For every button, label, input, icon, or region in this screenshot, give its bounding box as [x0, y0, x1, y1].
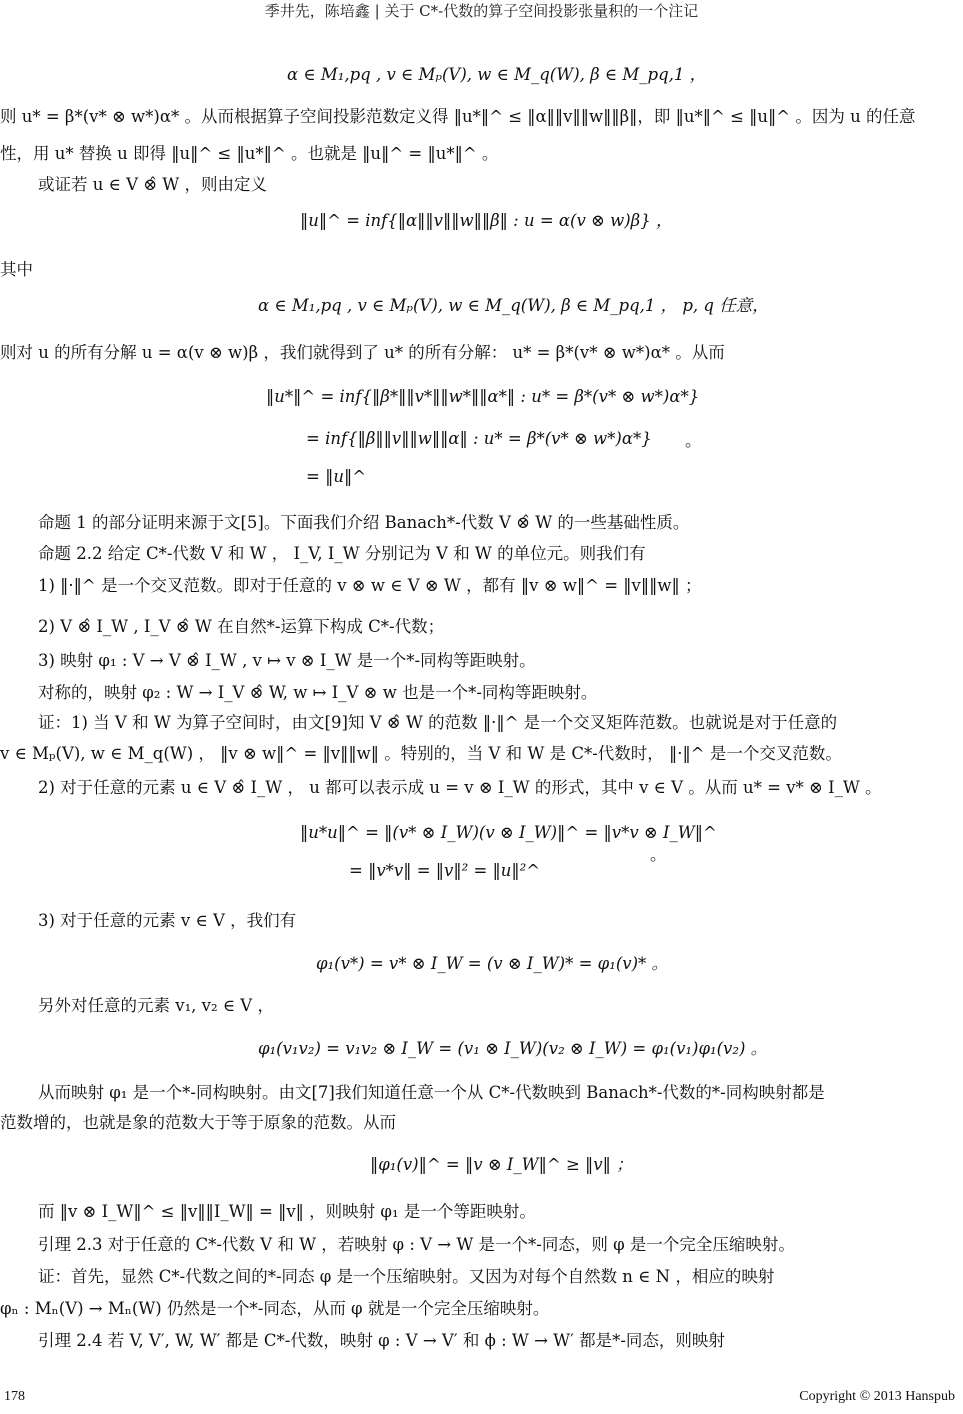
text-line: 其中: [0, 260, 33, 279]
text-line: 2) 对于任意的元素 u ∈ V ⊗̂ I_W ， u 都可以表示成 u = v ⊗ I_W 的形式，其中 v ∈ V 。从而 u* = v* ⊗ I_W 。: [38, 778, 882, 797]
text-line: 引理 2.3 对于任意的 C*-代数 V 和 W ，若映射 φ : V → W 是一个*-同态，则 φ 是一个完全压缩映射。: [38, 1235, 795, 1254]
text-line: v ∈ Mₚ(V), w ∈ M_q(W) ， ‖v ⊗ w‖^ = ‖v‖‖w‖ 。特别的，当 V 和 W 是 C*-代数时， ‖·‖^ 是一个交叉范数。: [0, 744, 842, 763]
text-line: 则对 u 的所有分解 u = α(v ⊗ w)β ，我们就得到了 u* 的所有分解： u* = β*(v* ⊗ w*)α* 。从而: [0, 343, 725, 362]
text-line: 引理 2.4 若 V, V′, W, W′ 都是 C*-代数，映射 φ : V → V′ 和 ϕ : W → W′ 都是*-同态，则映射: [38, 1331, 725, 1350]
equation-line: ‖u*‖^ = inf{‖β*‖‖v*‖‖w*‖‖α*‖ : u* = β*(v* ⊗ w*)α*}: [266, 387, 700, 406]
text-line: 证：1) 当 V 和 W 为算子空间时，由文[9]知 V ⊗̂ W 的范数 ‖·‖^ 是一个交叉矩阵范数。也就说是对于任意的: [38, 713, 838, 732]
text-line: 性，用 u* 替换 u 即得 ‖u‖^ ≤ ‖u*‖^ 。也就是 ‖u‖^ = ‖u*‖^ 。: [0, 144, 499, 163]
equation-period: 。: [685, 431, 702, 450]
copyright-notice: Copyright © 2013 Hanspub: [799, 1389, 955, 1404]
text-line: 另外对任意的元素 v₁, v₂ ∈ V ，: [38, 996, 274, 1015]
equation-line: ‖u‖^ = inf{‖α‖‖v‖‖w‖‖β‖ : u = α(v ⊗ w)β} ，: [300, 211, 673, 230]
equation-line: ‖u*u‖^ = ‖(v* ⊗ I_W)(v ⊗ I_W)‖^ = ‖v*v ⊗ I_W‖^: [300, 823, 717, 842]
text-line: 命题 1 的部分证明来源于文[5]。下面我们介绍 Banach*-代数 V ⊗̂ W 的一些基础性质。: [38, 513, 690, 532]
text-line: 证：首先，显然 C*-代数之间的*-同态 φ 是一个压缩映射。又因为对每个自然数 n ∈ N ，相应的映射: [38, 1267, 775, 1286]
equation-line: = ‖u‖^: [306, 467, 367, 486]
text-line: 或证若 u ∈ V ⊗̂ W ，则由定义: [38, 175, 268, 194]
running-header: 季井先，陈培鑫 | 关于 C*-代数的算子空间投影张量积的一个注记: [264, 2, 699, 20]
equation-line: α ∈ M₁,pq , v ∈ Mₚ(V), w ∈ M_q(W), β ∈ M_pq,1 ， p, q 任意，: [258, 296, 769, 315]
equation-line: α ∈ M₁,pq , v ∈ Mₚ(V), w ∈ M_q(W), β ∈ M_pq,1 ，: [287, 65, 707, 84]
text-line: 对称的，映射 φ₂ : W → I_V ⊗̂ W, w ↦ I_V ⊗ w 也是一个*-同构等距映射。: [38, 683, 598, 702]
text-line: 命题 2.2 给定 C*-代数 V 和 W ， I_V, I_W 分别记为 V 和 W 的单位元。则我们有: [38, 544, 646, 563]
text-line: 3) 对于任意的元素 v ∈ V ，我们有: [38, 911, 297, 930]
text-line: 3) 映射 φ₁ : V → V ⊗̂ I_W , v ↦ v ⊗ I_W 是一个*-同构等距映射。: [38, 651, 536, 670]
text-line: 1) ‖·‖^ 是一个交叉范数。即对于任意的 v ⊗ w ∈ V ⊗ W ，都有 ‖v ⊗ w‖^ = ‖v‖‖w‖ ；: [38, 576, 702, 595]
equation-line: = inf{‖β‖‖v‖‖w‖‖α‖ : u* = β*(v* ⊗ w*)α*}: [306, 429, 652, 448]
equation-line: φ₁(v₁v₂) = v₁v₂ ⊗ I_W = (v₁ ⊗ I_W)(v₂ ⊗ I_W) = φ₁(v₁)φ₁(v₂) 。: [258, 1039, 768, 1058]
text-line: 则 u* = β*(v* ⊗ w*)α* 。从而根据算子空间投影范数定义得 ‖u*‖^ ≤ ‖α‖‖v‖‖w‖‖β‖，即 ‖u*‖^ ≤ ‖u‖^ 。因为 u 的任意: [0, 107, 916, 126]
page-number: 178: [4, 1389, 25, 1404]
text-line: 而 ‖v ⊗ I_W‖^ ≤ ‖v‖‖I_W‖ = ‖v‖ ，则映射 φ₁ 是一个等距映射。: [38, 1202, 536, 1221]
text-line: φₙ : Mₙ(V) → Mₙ(W) 仍然是一个*-同态，从而 φ 就是一个完全压缩映射。: [0, 1299, 550, 1318]
text-line: 范数增的，也就是象的范数大于等于原象的范数。从而: [0, 1113, 396, 1132]
equation-line: ‖φ₁(v)‖^ = ‖v ⊗ I_W‖^ ≥ ‖v‖ ；: [370, 1155, 633, 1174]
text-line: 2) V ⊗̂ I_W , I_V ⊗̂ W 在自然*-运算下构成 C*-代数；: [38, 617, 445, 636]
text-line: 从而映射 φ₁ 是一个*-同构映射。由文[7]我们知道任意一个从 C*-代数映到 Banach*-代数的*-同构映射都是: [38, 1083, 825, 1102]
equation-line: φ₁(v*) = v* ⊗ I_W = (v ⊗ I_W)* = φ₁(v)* 。: [316, 954, 669, 973]
equation-period: 。: [650, 845, 667, 864]
equation-line: = ‖v*v‖ = ‖v‖² = ‖u‖²^: [349, 861, 541, 880]
